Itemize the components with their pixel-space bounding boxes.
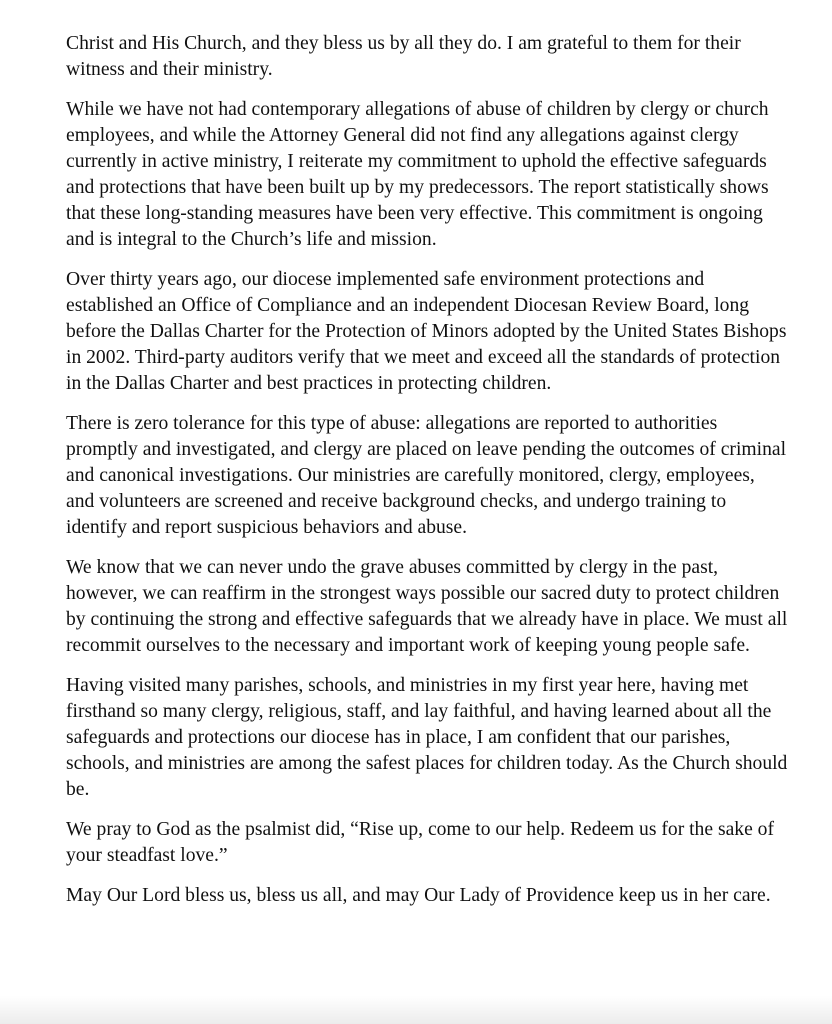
paragraph-commitment: While we have not had contemporary allegations of abuse of children by clergy or church employees, and while the Attorney General did not find any allegations against clergy currently in active ministry, I reiterate my commitment to uphold the effective safeguards and protections that have been built up by my predecessors. The report statistically shows that these long-standing measures have been very effective. This commitment is ongoing and is integral to the Church’s life and mission. [66,99,769,250]
paragraph-blessing: May Our Lord bless us, bless us all, and may Our Lady of Providence keep us in her care. [66,885,771,906]
paragraph-prayer: We pray to God as the psalmist did, “Rise up, come to our help. Redeem us for the sake of your steadfast love.” [66,819,774,866]
paragraph-history: Over thirty years ago, our diocese implemented safe environment protections and established an Office of Compliance and an independent Diocesan Review Board, long before the Dallas Charter for the Protection of Minors adopted by the United States Bishops in 2002. Third-party auditors verify that we meet and exceed all the standards of protection in the Dallas Charter and best practices in protecting children. [66,269,787,394]
paragraph-zero-tolerance: There is zero tolerance for this type of abuse: allegations are reported to authorities promptly and investigated, and clergy are placed on leave pending the outcomes of criminal and canonical investigations. Our ministries are carefully monitored, clergy, employees, and volunteers are screened and receive background checks, and undergo training to identify and report suspicious behaviors and abuse. [66,413,787,538]
document-body [66,31,788,923]
paragraph-past-abuses: We know that we can never undo the grave abuses committed by clergy in the past, however, we can reaffirm in the strongest ways possible our sacred duty to protect children by continuing the strong and effective safeguards that we already have in place. We must all recommit ourselves to the necessary and important work of keeping young people safe. [66,557,788,656]
bottom-fade-shadow [0,996,832,1024]
paragraph-visits: Having visited many parishes, schools, and ministries in my first year here, having met firsthand so many clergy, religious, staff, and lay faithful, and having learned about all the safeguards and protections our diocese has in place, I am confident that our parishes, schools, and ministries are among the safest places for children today. As the Church should be. [66,675,788,800]
paragraph-gratitude: Christ and His Church, and they bless us by all they do. I am grateful to them for their witness and their ministry. [66,33,741,80]
